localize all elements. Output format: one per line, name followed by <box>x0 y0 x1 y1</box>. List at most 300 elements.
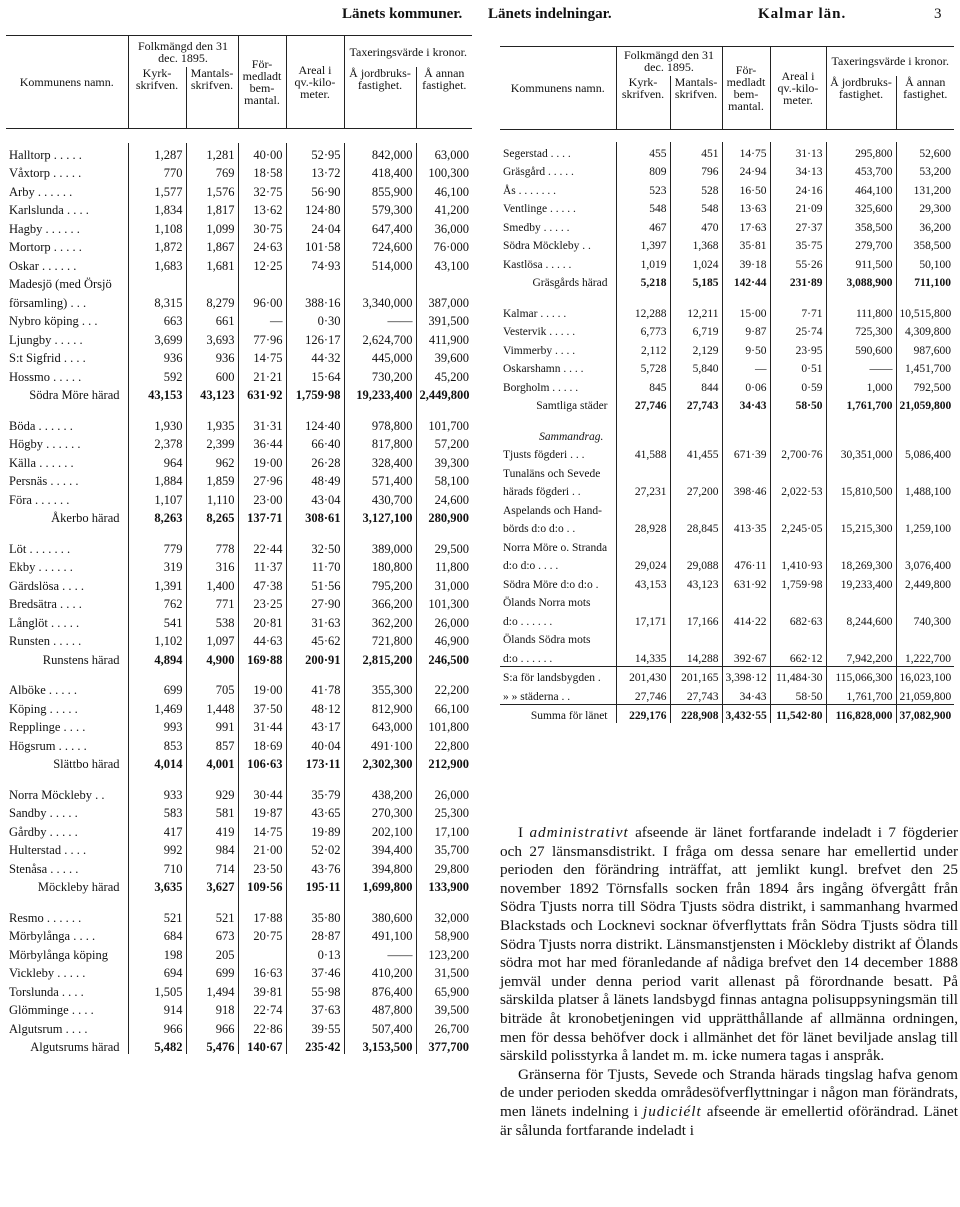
cell-a: 74·93 <box>286 254 344 273</box>
cell-f: 20·81 <box>238 611 286 630</box>
cell-a: 51·56 <box>286 574 344 593</box>
cell-a: 52·95 <box>286 143 344 162</box>
cell-f: 14·75 <box>722 142 770 161</box>
cell-a: 26·28 <box>286 451 344 470</box>
cell-a: 126·17 <box>286 328 344 347</box>
cell-a <box>770 592 826 611</box>
cell-j: 362,200 <box>344 611 416 630</box>
cell-a: 200·91 <box>286 648 344 667</box>
left-statistics-table <box>6 35 472 1054</box>
cell-o: 26,000 <box>416 611 472 630</box>
cell-j: 812,900 <box>344 697 416 716</box>
cell-o: 792,500 <box>896 376 954 395</box>
cell-a: 24·04 <box>286 217 344 236</box>
cell-f: 16·63 <box>238 962 286 981</box>
cell-k: 699 <box>128 679 186 698</box>
cell-k: 1,505 <box>128 980 186 999</box>
cell-m: 1,448 <box>186 697 238 716</box>
cell-m: 1,097 <box>186 630 238 649</box>
cell-a: 11,542·80 <box>770 704 826 723</box>
cell-a: 44·32 <box>286 347 344 366</box>
cell-f: 19·87 <box>238 802 286 821</box>
cell-k: 1,287 <box>128 143 186 162</box>
cell-a: 43·17 <box>286 716 344 735</box>
cell-o: 36,200 <box>896 216 954 235</box>
row-name: församling) . . . <box>9 295 87 310</box>
table-row <box>6 820 472 839</box>
col-mantal-header: Mantals- skrifven. <box>670 76 722 130</box>
cell-m: 1,099 <box>186 217 238 236</box>
cell-k: 43,153 <box>616 573 670 592</box>
cell-o: 17,100 <box>416 820 472 839</box>
paragraph-lead-italic: administrativt <box>529 824 629 841</box>
cell-m: 1,859 <box>186 470 238 489</box>
cell-f: 671·39 <box>722 444 770 463</box>
table-row <box>6 906 472 925</box>
cell-o: 2,449,800 <box>896 573 954 592</box>
cell-k: 1,930 <box>128 414 186 433</box>
cell-k: 1,872 <box>128 236 186 255</box>
cell-o: 1,259,100 <box>896 518 954 537</box>
cell-j: 116,828,000 <box>826 704 896 723</box>
total-row <box>6 876 472 895</box>
cell-j: 491·100 <box>344 734 416 753</box>
cell-f: 30·44 <box>238 783 286 802</box>
cell-m: 929 <box>186 783 238 802</box>
cell-m: 205 <box>186 943 238 962</box>
cell-k <box>616 629 670 648</box>
cell-m <box>186 273 238 292</box>
col-taxation-header: Taxeringsvärde i kronor. <box>344 36 472 68</box>
cell-k <box>616 592 670 611</box>
cell-a: 7·71 <box>770 302 826 321</box>
cell-m: 17,166 <box>670 610 722 629</box>
row-name: Alböke . . . . . <box>9 683 78 697</box>
cell-f: 34·43 <box>722 685 770 704</box>
row-name: Bredsätra . . . . <box>9 597 82 611</box>
cell-k: 1,019 <box>616 253 670 272</box>
total-row <box>500 272 954 291</box>
row-name: Ljungby . . . . . <box>9 332 83 347</box>
cell-m: 12,211 <box>670 302 722 321</box>
cell-k: 1,108 <box>128 217 186 236</box>
row-spacer <box>6 894 472 906</box>
row-name: Möckleby härad <box>37 880 120 894</box>
table-row <box>6 199 472 218</box>
cell-f: 16·50 <box>722 179 770 198</box>
table-row <box>6 574 472 593</box>
cell-f: 142·44 <box>722 272 770 291</box>
cell-o: 101,700 <box>416 414 472 433</box>
cell-f: 14·75 <box>238 347 286 366</box>
cell-j: 366,200 <box>344 593 416 612</box>
cell-j: 514,000 <box>344 254 416 273</box>
cell-f: 39·81 <box>238 980 286 999</box>
cell-a: 48·49 <box>286 470 344 489</box>
col-jord-header: Å jordbruks- fastighet. <box>826 76 896 130</box>
cell-m: 43,123 <box>670 573 722 592</box>
header-left-title: Länets kommuner. <box>342 6 463 22</box>
row-name: Vimmerby . . . . <box>503 344 576 357</box>
cell-a: 35·80 <box>286 906 344 925</box>
row-name: Ventlinge . . . . . <box>503 203 576 215</box>
cell-j: 507,400 <box>344 1017 416 1036</box>
paragraph-judicial <box>500 1066 958 1140</box>
row-name: Oskar . . . . . . <box>9 258 77 273</box>
cell-m: 14,288 <box>670 647 722 666</box>
cell-f: 9·87 <box>722 321 770 340</box>
cell-k: 770 <box>128 162 186 181</box>
cell-a: 388·16 <box>286 291 344 310</box>
cell-m: 991 <box>186 716 238 735</box>
cell-j: 115,066,300 <box>826 666 896 685</box>
cell-m <box>670 425 722 444</box>
cell-a: 31·13 <box>770 142 826 161</box>
cell-o: 411,900 <box>416 328 472 347</box>
table-row <box>500 536 954 555</box>
cell-a: 1,410·93 <box>770 555 826 574</box>
cell-m: 3,627 <box>186 876 238 895</box>
cell-m: 771 <box>186 593 238 612</box>
cell-f: — <box>722 358 770 377</box>
cell-f: 47·38 <box>238 574 286 593</box>
cell-f <box>238 943 286 962</box>
cell-f: 17·63 <box>722 216 770 235</box>
cell-o: 2,449,800 <box>416 384 472 403</box>
table-row <box>6 593 472 612</box>
col-jord-header: Å jordbruks- fastighet. <box>344 67 416 128</box>
row-name: Segerstad . . . . <box>503 147 571 160</box>
table-row <box>6 217 472 236</box>
cell-f: 18·58 <box>238 162 286 181</box>
table-row <box>6 943 472 962</box>
cell-j <box>826 592 896 611</box>
cell-j: 855,900 <box>344 180 416 199</box>
table-row <box>6 839 472 858</box>
cell-k: 8,263 <box>128 507 186 526</box>
cell-f: 96·00 <box>238 291 286 310</box>
row-name: d:o . . . . . . <box>503 615 553 628</box>
row-spacer <box>6 402 472 414</box>
cell-j: —— <box>826 358 896 377</box>
cell-m: 1,867 <box>186 236 238 255</box>
cell-j <box>826 536 896 555</box>
right-statistics-table <box>500 46 954 723</box>
cell-a: 34·13 <box>770 161 826 180</box>
cell-k: 694 <box>128 962 186 981</box>
cell-f: 13·63 <box>722 198 770 217</box>
cell-o: 63,000 <box>416 143 472 162</box>
cell-k: 541 <box>128 611 186 630</box>
cell-j: 1,761,700 <box>826 685 896 704</box>
cell-f: 27·96 <box>238 470 286 489</box>
cell-f: 9·50 <box>722 339 770 358</box>
row-name: Gärdslösa . . . . <box>9 578 84 593</box>
cell-f <box>722 499 770 518</box>
cell-k: 521 <box>128 906 186 925</box>
cell-j: 19,233,400 <box>826 573 896 592</box>
cell-k: 663 <box>128 310 186 329</box>
cell-f: 30·75 <box>238 217 286 236</box>
cell-f <box>238 273 286 292</box>
cell-a: 25·74 <box>770 321 826 340</box>
cell-k: 41,588 <box>616 444 670 463</box>
cell-f: 19·00 <box>238 679 286 698</box>
cell-k: 1,107 <box>128 488 186 507</box>
cell-a: 52·02 <box>286 839 344 858</box>
cell-j: 111,800 <box>826 302 896 321</box>
cell-m: 1,368 <box>670 235 722 254</box>
cell-k: 12,288 <box>616 302 670 321</box>
row-name: Norra Möckleby . . <box>9 787 105 802</box>
cell-m: 43,123 <box>186 384 238 403</box>
cell-m: 600 <box>186 365 238 384</box>
table-row <box>6 143 472 162</box>
cell-j: 730,200 <box>344 365 416 384</box>
table-row <box>6 925 472 944</box>
cell-m: 2,129 <box>670 339 722 358</box>
col-annan-header: Å annan fastighet. <box>416 67 472 128</box>
cell-o <box>896 425 954 444</box>
table-row <box>6 679 472 698</box>
table-row <box>6 857 472 876</box>
cell-a: 40·04 <box>286 734 344 753</box>
cell-o: 66,100 <box>416 697 472 716</box>
cell-k: 993 <box>128 716 186 735</box>
row-name: Mortorp . . . . . <box>9 240 82 254</box>
row-name: Stenåsa . . . . . <box>9 861 79 876</box>
row-name: Källa . . . . . . <box>9 455 74 470</box>
cell-k: 933 <box>128 783 186 802</box>
table-row <box>6 980 472 999</box>
cell-f: 36·44 <box>238 433 286 452</box>
cell-k: 5,482 <box>128 1036 186 1055</box>
cell-o: 21,059,800 <box>896 395 954 414</box>
cell-o: 31,000 <box>416 574 472 593</box>
cell-a: 41·78 <box>286 679 344 698</box>
cell-f: 21·21 <box>238 365 286 384</box>
cell-o: 43,100 <box>416 254 472 273</box>
cell-f: 44·63 <box>238 630 286 649</box>
cell-f: 12·25 <box>238 254 286 273</box>
cell-m: 918 <box>186 999 238 1018</box>
col-kyrk-header: Kyrk- skrifven. <box>128 67 186 128</box>
cell-f: 24·94 <box>722 161 770 180</box>
table-row <box>500 358 954 377</box>
cell-m: 1,400 <box>186 574 238 593</box>
cell-m: 936 <box>186 347 238 366</box>
cell-a: 11,484·30 <box>770 666 826 685</box>
cell-f <box>722 592 770 611</box>
row-name: Gårdby . . . . . <box>9 824 78 839</box>
table-row <box>500 302 954 321</box>
table-row <box>6 310 472 329</box>
cell-k: 2,112 <box>616 339 670 358</box>
table-row <box>500 666 954 685</box>
table-row <box>500 425 954 444</box>
cell-m: 538 <box>186 611 238 630</box>
cell-a: 0·59 <box>770 376 826 395</box>
table-row <box>6 451 472 470</box>
cell-j: 795,200 <box>344 574 416 593</box>
cell-a: 39·55 <box>286 1017 344 1036</box>
cell-o: 26,700 <box>416 1017 472 1036</box>
cell-a: 24·16 <box>770 179 826 198</box>
cell-k: 417 <box>128 820 186 839</box>
cell-j: 394,800 <box>344 857 416 876</box>
cell-m: 5,185 <box>670 272 722 291</box>
cell-a: 0·13 <box>286 943 344 962</box>
cell-o: 1,222,700 <box>896 647 954 666</box>
row-name: Runsten . . . . . <box>9 634 82 648</box>
table-row <box>500 444 954 463</box>
cell-f: 109·56 <box>238 876 286 895</box>
row-spacer <box>6 525 472 537</box>
cell-m <box>670 592 722 611</box>
cell-j: 978,800 <box>344 414 416 433</box>
col-taxation-header: Taxeringsvärde i kronor. <box>826 47 954 76</box>
cell-k: 2,378 <box>128 433 186 452</box>
page-header <box>0 6 960 28</box>
total-row <box>500 704 954 723</box>
cell-a <box>770 499 826 518</box>
cell-o: 377,700 <box>416 1036 472 1055</box>
cell-j: 410,200 <box>344 962 416 981</box>
cell-j: 817,800 <box>344 433 416 452</box>
table-row <box>6 347 472 366</box>
table-row <box>500 481 954 500</box>
cell-j: 3,127,100 <box>344 507 416 526</box>
table-row <box>6 365 472 384</box>
cell-o: 26,000 <box>416 783 472 802</box>
cell-o: 22,800 <box>416 734 472 753</box>
cell-o: 280,900 <box>416 507 472 526</box>
cell-j: 3,088,900 <box>826 272 896 291</box>
cell-m: 4,900 <box>186 648 238 667</box>
cell-o: 31,500 <box>416 962 472 981</box>
cell-k: 198 <box>128 943 186 962</box>
cell-o: 101,300 <box>416 593 472 612</box>
cell-o: 25,300 <box>416 802 472 821</box>
row-name: Åkerbo härad <box>51 511 120 525</box>
col-name-header: Kommunens namn. <box>500 47 616 130</box>
row-spacer <box>6 667 472 679</box>
row-name: Summa för länet <box>530 710 608 722</box>
cell-f: — <box>238 310 286 329</box>
row-spacer <box>500 413 954 425</box>
cell-a: 31·63 <box>286 611 344 630</box>
cell-a: 45·62 <box>286 630 344 649</box>
cell-m: 661 <box>186 310 238 329</box>
cell-f: 15·00 <box>722 302 770 321</box>
cell-k <box>128 273 186 292</box>
cell-m: 1,935 <box>186 414 238 433</box>
cell-j: 325,600 <box>826 198 896 217</box>
cell-o: 57,200 <box>416 433 472 452</box>
cell-o <box>896 592 954 611</box>
row-name: Borgholm . . . . . <box>503 381 579 394</box>
cell-j: 430,700 <box>344 488 416 507</box>
row-name: S:a för landsbygden . <box>503 672 601 684</box>
cell-o: 3,076,400 <box>896 555 954 574</box>
cell-f: 77·96 <box>238 328 286 347</box>
cell-f: 0·06 <box>722 376 770 395</box>
cell-j: 19,233,400 <box>344 384 416 403</box>
cell-m: 5,840 <box>670 358 722 377</box>
cell-f: 169·88 <box>238 648 286 667</box>
cell-j: 355,300 <box>344 679 416 698</box>
cell-m: 201,165 <box>670 666 722 685</box>
cell-f: 18·69 <box>238 734 286 753</box>
table-row <box>500 647 954 666</box>
cell-a: 124·40 <box>286 414 344 433</box>
cell-a: 43·76 <box>286 857 344 876</box>
row-name: Hulterstad . . . . <box>9 843 87 857</box>
cell-m: 27,200 <box>670 481 722 500</box>
cell-k: 992 <box>128 839 186 858</box>
row-name: » » städerna . . <box>503 690 571 703</box>
cell-m: 714 <box>186 857 238 876</box>
cell-o: 16,023,100 <box>896 666 954 685</box>
cell-o: 391,500 <box>416 310 472 329</box>
cell-j: 487,800 <box>344 999 416 1018</box>
cell-o: 37,082,900 <box>896 704 954 723</box>
cell-o: 53,200 <box>896 161 954 180</box>
cell-j: 394,400 <box>344 839 416 858</box>
cell-j <box>826 425 896 444</box>
cell-f: 140·67 <box>238 1036 286 1055</box>
cell-k <box>616 462 670 481</box>
cell-k: 548 <box>616 198 670 217</box>
total-row <box>6 1036 472 1055</box>
col-mantal-header: Mantals- skrifven. <box>186 67 238 128</box>
row-name: Högby . . . . . . <box>9 437 81 451</box>
cell-f: 17·88 <box>238 906 286 925</box>
cell-a: 682·63 <box>770 610 826 629</box>
cell-m: 548 <box>670 198 722 217</box>
cell-k: 29,024 <box>616 555 670 574</box>
cell-k: 1,469 <box>128 697 186 716</box>
row-name: Ås . . . . . . . <box>503 184 557 197</box>
cell-f: 22·44 <box>238 537 286 556</box>
cell-o: 711,100 <box>896 272 954 291</box>
table-row <box>500 499 954 518</box>
table-row <box>6 433 472 452</box>
cell-j: 579,300 <box>344 199 416 218</box>
cell-o: 46,100 <box>416 180 472 199</box>
cell-f: 22·74 <box>238 999 286 1018</box>
table-row <box>500 573 954 592</box>
table-row <box>6 556 472 575</box>
table-row <box>6 999 472 1018</box>
cell-k: 4,014 <box>128 753 186 772</box>
cell-f: 40·00 <box>238 143 286 162</box>
table-row <box>6 962 472 981</box>
cell-j: 453,700 <box>826 161 896 180</box>
cell-k: 710 <box>128 857 186 876</box>
cell-o: 11,800 <box>416 556 472 575</box>
cell-m: 316 <box>186 556 238 575</box>
cell-o: 4,309,800 <box>896 321 954 340</box>
cell-o: 21,059,800 <box>896 685 954 704</box>
cell-f: 34·43 <box>722 395 770 414</box>
cell-a: 2,245·05 <box>770 518 826 537</box>
cell-k: 455 <box>616 142 670 161</box>
cell-m: 1,024 <box>670 253 722 272</box>
cell-j: —— <box>344 310 416 329</box>
cell-j: 358,500 <box>826 216 896 235</box>
cell-a: 173·11 <box>286 753 344 772</box>
